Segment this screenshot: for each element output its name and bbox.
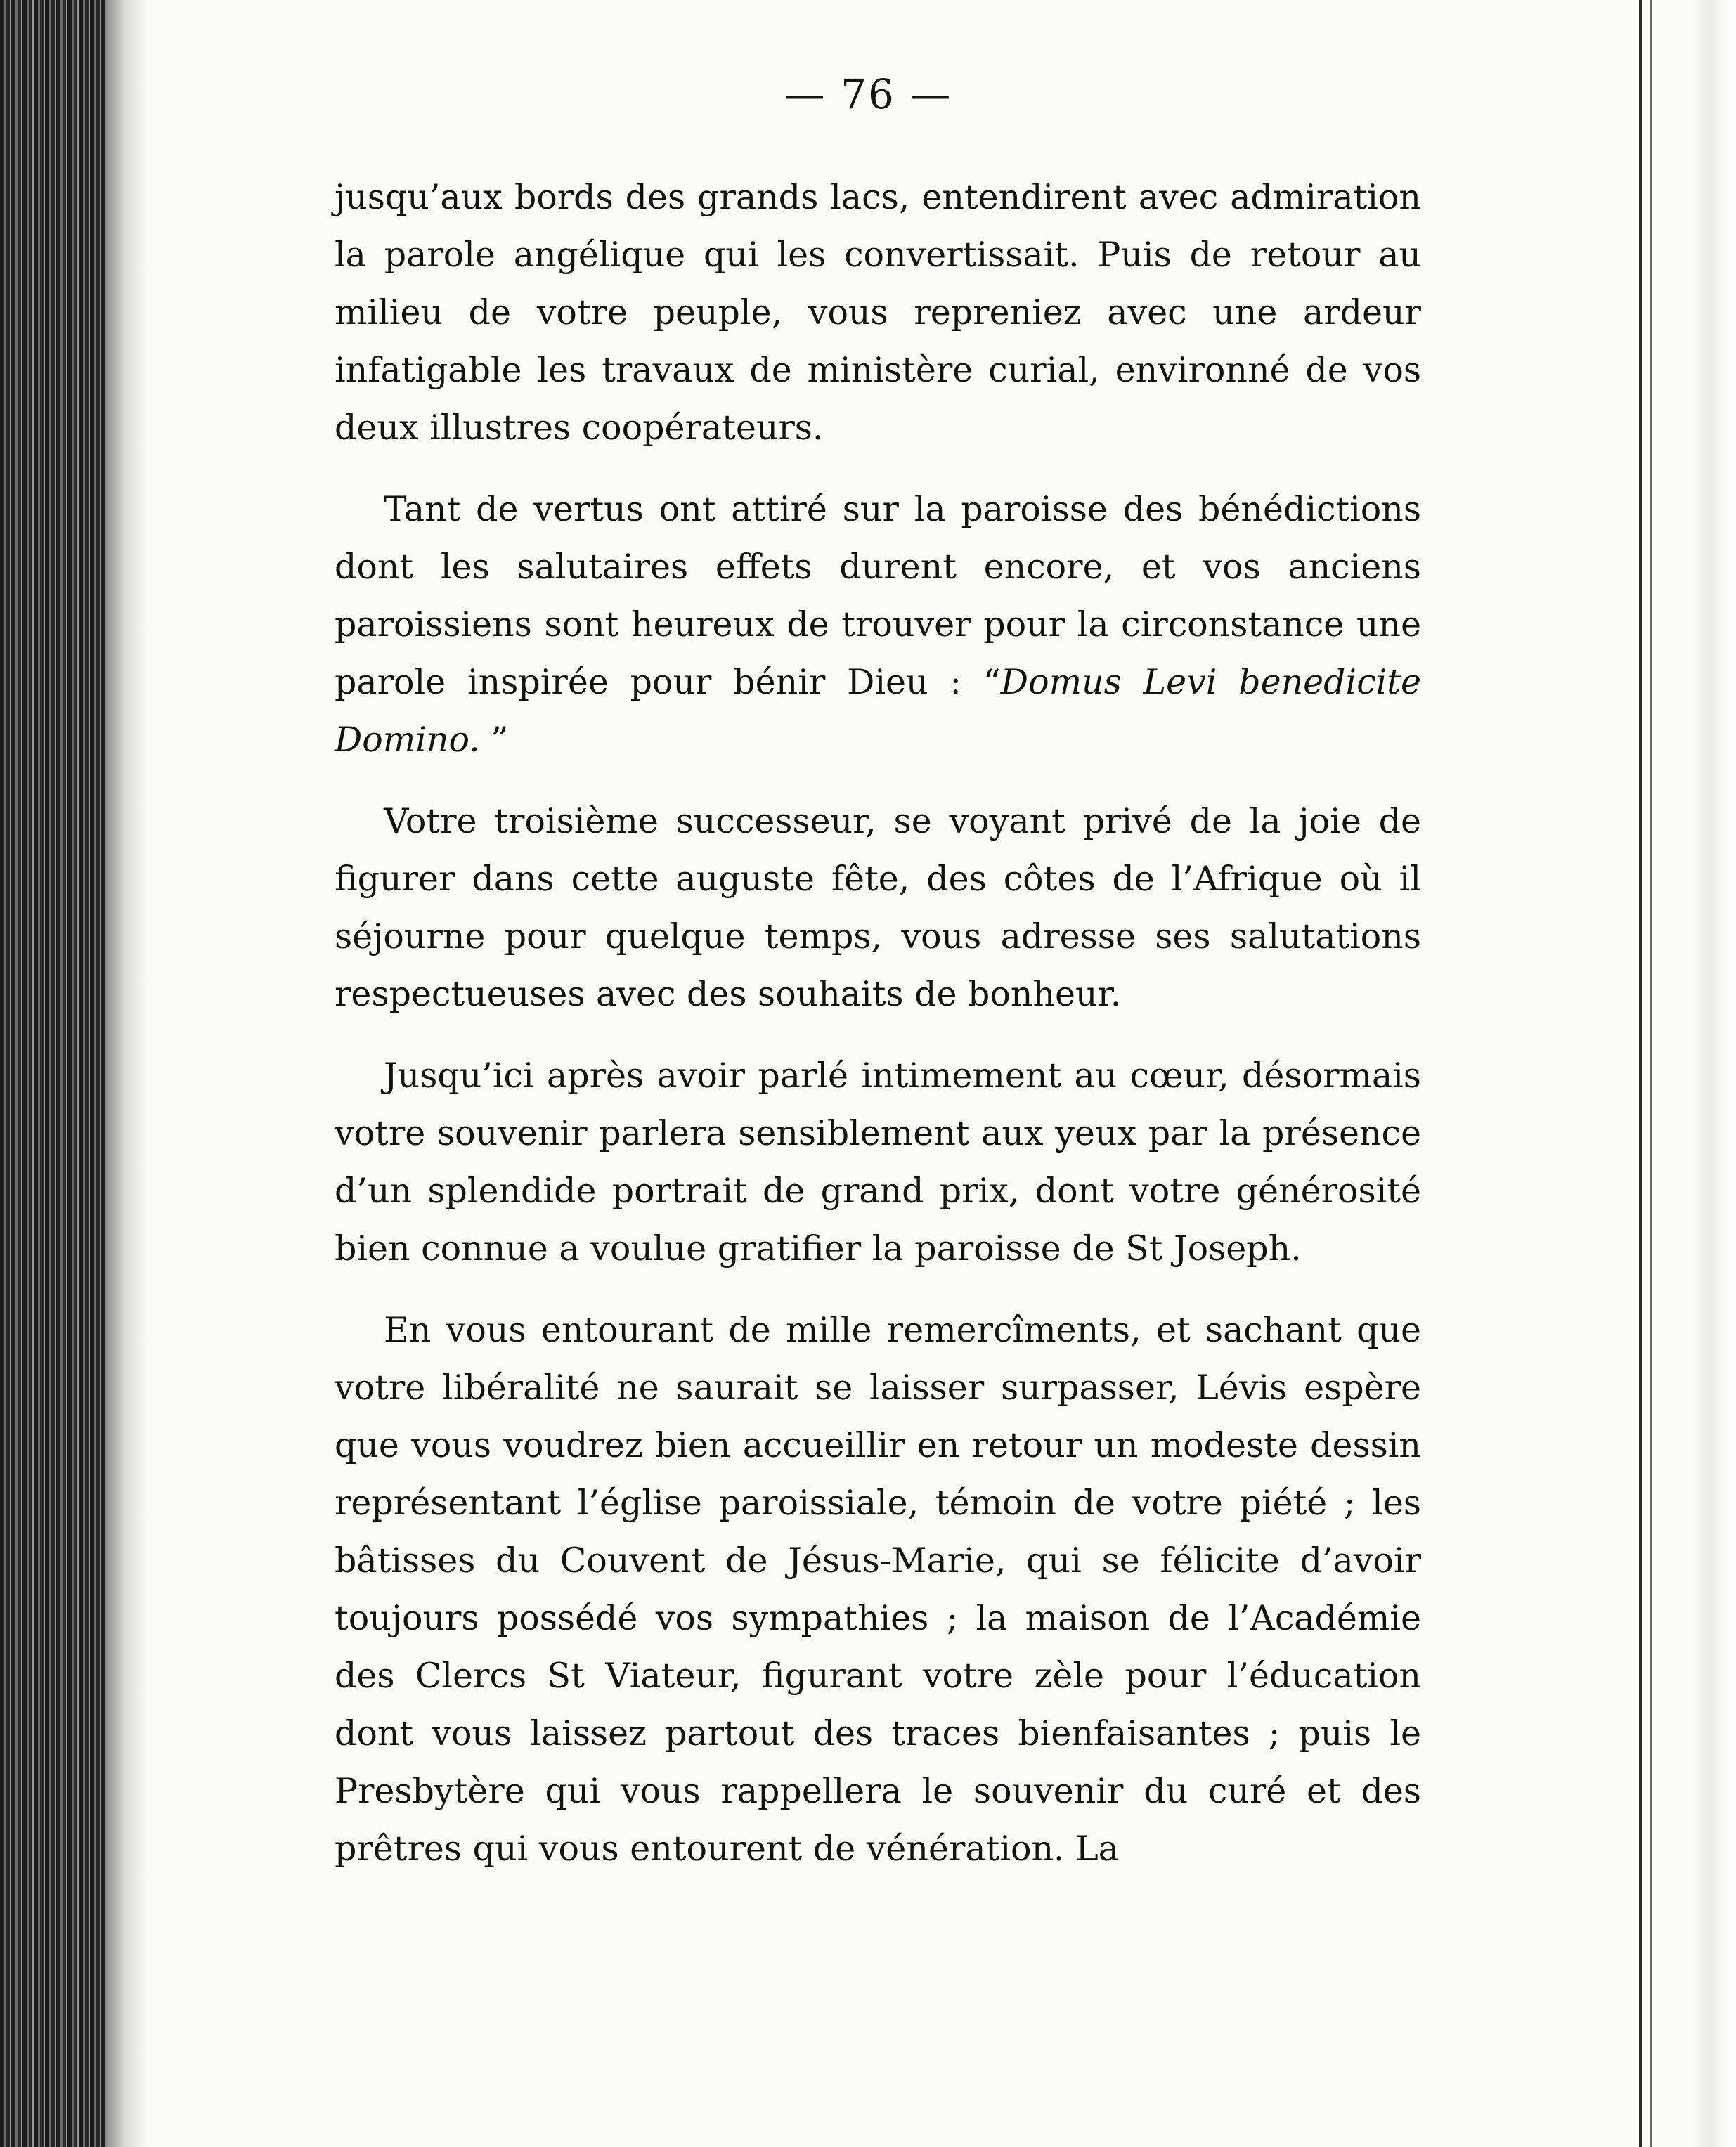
paragraph-2 <box>335 481 1421 769</box>
latin-quote: Domus Levi benedicite Domino. <box>335 662 1421 760</box>
page-number: — 76 — <box>784 70 952 118</box>
paragraph-5: En vous entourant de mille remercîments, et sachant que votre libéralité ne saurait se laisser surpasser, Lévis espère que vous voudrez bien accueillir en retour un modeste dessin représentant l’église paroissiale, témoin de votre piété ; les bâtisses du Couvent de Jésus-Marie, qui se félicite d’avoir toujours possédé vos sympathies ; la maison de l’Académie des Clercs St Viateur, figurant votre zèle pour l’éducation dont vous laissez partout des traces bienfaisantes ; puis le Presbytère qui vous rappellera le souvenir du curé et des prêtres qui vous entourent de vénération. La <box>335 1310 1421 1869</box>
quote-close: ” <box>479 720 509 760</box>
paragraph-2-text: Tant de vertus ont attiré sur la paroisse des bénédictions dont les salutaires effets durent encore, et vos anciens paroissiens sont heureux de trouver pour la circonstance une parole inspirée pour bénir Dieu : “ <box>335 489 1421 702</box>
spine-shadow <box>105 0 148 2147</box>
right-edge-line <box>1639 0 1642 2147</box>
paragraph-4: Jusqu’ici après avoir parlé intimement au cœur, désormais votre souvenir parlera sensiblement aux yeux par la présence d’un splendide portrait de grand prix, dont votre générosité bien connue a voulue gratifier la paroisse de St Joseph. <box>335 1056 1421 1269</box>
book-spine-edge <box>0 0 105 2147</box>
paragraph-1: jusqu’aux bords des grands lacs, entendirent avec admiration la parole angélique qui les convertissait. Puis de retour au milieu de votre peuple, vous repreniez avec une ardeur infatigable les travaux de ministère curial, environné de vos deux illustres coopérateurs. <box>335 177 1421 448</box>
paragraph-3: Votre troisième successeur, se voyant privé de la joie de figurer dans cette auguste fête, des côtes de l’Afrique où il séjourne pour quelque temps, vous adresse ses salutations respectueuses avec des souhaits de bonheur. <box>335 801 1421 1014</box>
body-text <box>335 169 1421 1878</box>
right-edge-line-secondary <box>1650 0 1652 2147</box>
right-page-edge <box>1692 0 1736 2147</box>
